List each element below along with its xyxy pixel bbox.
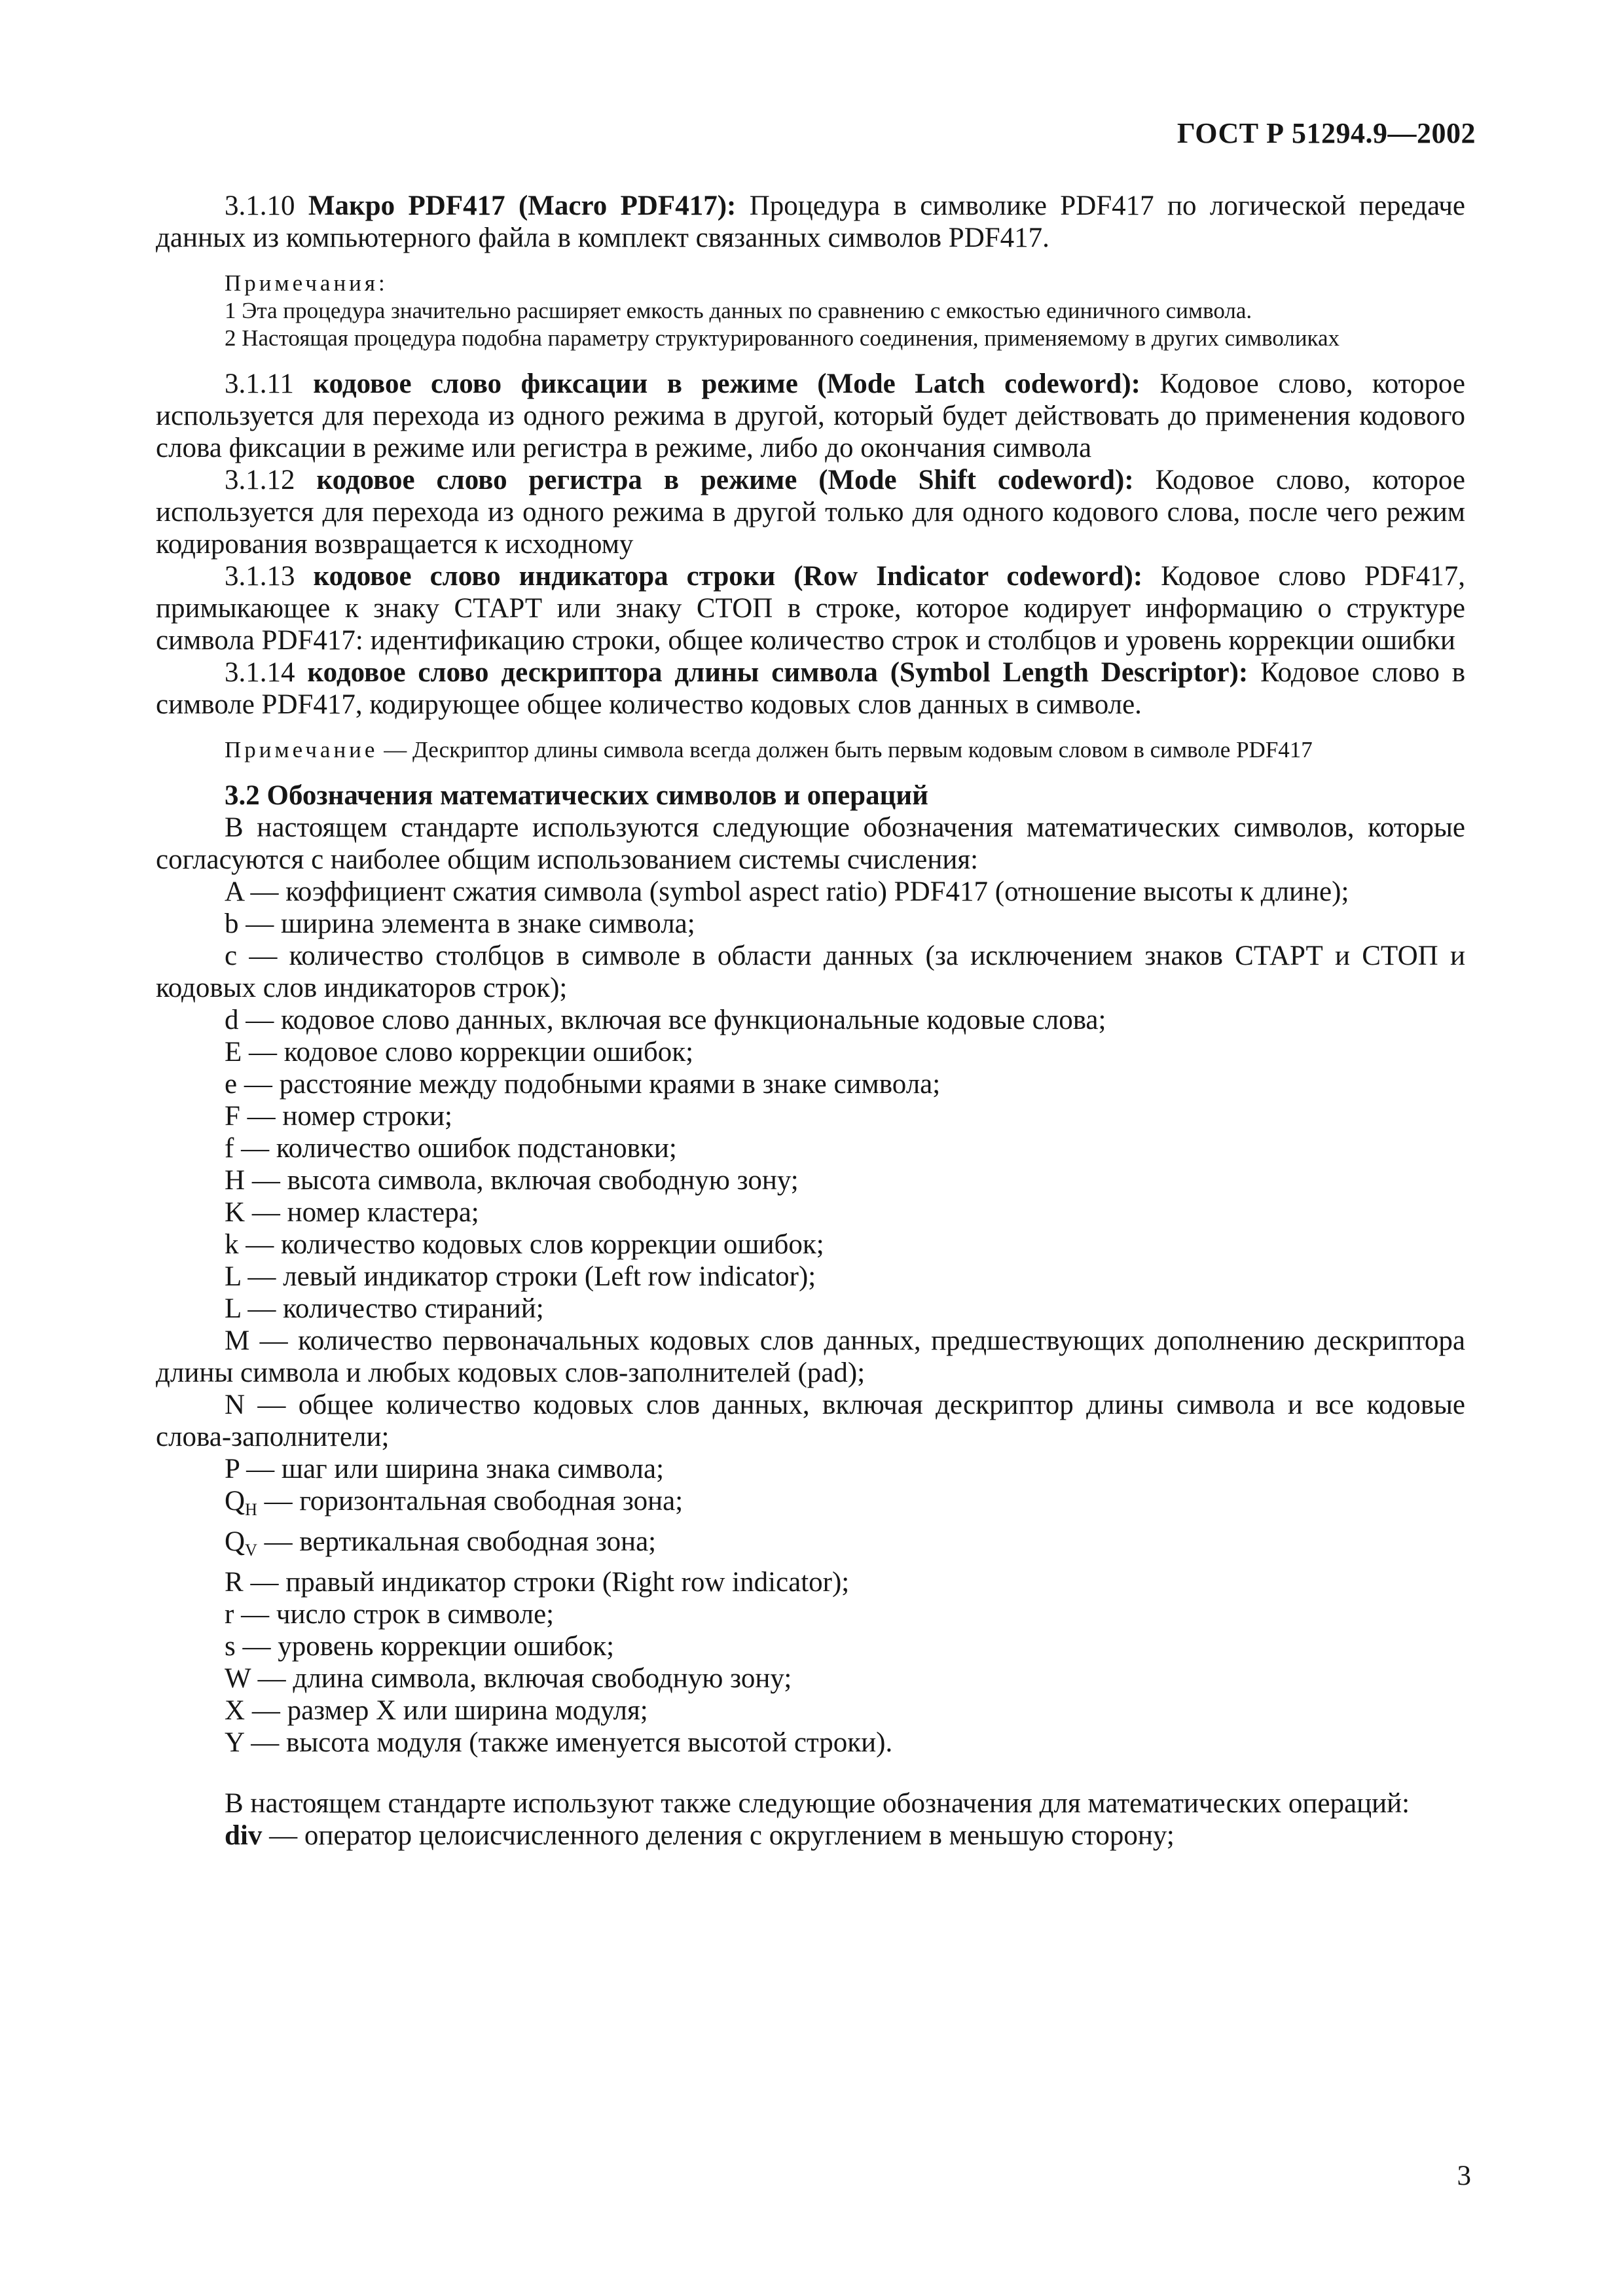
definition-number: 3.1.12 xyxy=(225,465,295,495)
symbol-definition xyxy=(156,1325,1465,1389)
symbol-description: — количество первоначальных кодовых слов данных, предшествующих дополнению дескриптора длины символа и любых кодовых слов-заполнителей (pad); xyxy=(156,1325,1465,1388)
symbol-definition xyxy=(156,1453,1465,1485)
symbol-description: — количество стираний; xyxy=(247,1293,544,1324)
symbol-description: — число строк в символе; xyxy=(241,1599,555,1630)
symbol-letter: N xyxy=(225,1390,246,1420)
symbol-definition xyxy=(156,1004,1465,1036)
symbol-definition xyxy=(156,1598,1465,1630)
symbol-description: — кодовое слово данных, включая все функциональные кодовые слова; xyxy=(246,1005,1106,1035)
note-item-1: 1 Эта процедура значительно расширяет емкость данных по сравнению с емкостью единичного символа. xyxy=(225,298,1252,323)
symbol-letter: E xyxy=(225,1037,242,1067)
section-intro: В настоящем стандарте используются следующие обозначения математических символов, которые согласуются с наиболее общим использованием системы счисления: xyxy=(156,812,1465,875)
symbol-letter: L xyxy=(225,1261,241,1292)
operations-intro: В настоящем стандарте используют также следующие обозначения для математических операций: xyxy=(225,1788,1410,1819)
symbol-list xyxy=(156,876,1465,1759)
definition-text: Кодовое слово в символе PDF417, кодирующее общее количество кодовых слов данных в символе. xyxy=(156,657,1466,720)
note-label: Примечание xyxy=(225,737,378,762)
symbol-description: — расстояние между подобными краями в знаке символа; xyxy=(244,1069,941,1100)
symbol-definition xyxy=(156,1727,1465,1759)
symbol-definition xyxy=(156,1229,1465,1261)
symbol-letter: f xyxy=(225,1133,234,1164)
symbol-subscript: V xyxy=(245,1541,257,1560)
symbol-description: — размер X или ширина модуля; xyxy=(251,1695,648,1726)
definition-text: Кодовое слово, которое используется для перехода из одного режима в другой только для одного кодового слова, после чего режим кодирования возвращается к исходному xyxy=(156,465,1466,560)
symbol-definition xyxy=(156,1068,1465,1100)
symbol-description: — вертикальная свободная зона; xyxy=(264,1526,657,1557)
symbol-definition xyxy=(156,1526,1465,1566)
symbol-letter: F xyxy=(225,1101,240,1132)
symbol-definition xyxy=(156,1132,1465,1164)
definition-number: 3.1.10 xyxy=(225,190,295,221)
symbol-definition xyxy=(156,1164,1465,1196)
document-body xyxy=(156,190,1465,1852)
note-item-2: 2 Настоящая процедура подобна параметру структурированного соединения, применяемому в других символиках xyxy=(225,325,1340,351)
definition-term: кодовое слово индикатора строки (Row Indicator codeword): xyxy=(313,561,1143,592)
symbol-description: — левый индикатор строки (Left row indicator); xyxy=(247,1261,816,1292)
symbol-subscript: H xyxy=(245,1500,257,1519)
definition-number: 3.1.14 xyxy=(225,657,295,688)
symbol-definition xyxy=(156,940,1465,1004)
symbol-description: — коэффициент сжатия символа (symbol aspect ratio) PDF417 (отношение высоты к длине); xyxy=(250,876,1349,907)
definition-term: кодовое слово дескриптора длины символа (Symbol Length Descriptor): xyxy=(307,657,1249,688)
symbol-description: — горизонтальная свободная зона; xyxy=(264,1486,684,1516)
note-text: — Дескриптор длины символа всегда должен быть первым кодовым словом в символе PDF417 xyxy=(384,737,1313,762)
definition-text: Кодовое слово PDF417, примыкающее к знаку СТАРТ или знаку СТОП в строке, которое кодирует информацию о структуре символа PDF417: идентификацию строки, общее количество строк и столбцов и уровень коррекции ошибки xyxy=(156,561,1466,656)
symbol-description: — общее количество кодовых слов данных, включая дескриптор длины символа и все кодовые слова-заполнители; xyxy=(156,1390,1465,1452)
symbol-definition xyxy=(156,1695,1465,1727)
symbol-description: — количество ошибок подстановки; xyxy=(241,1133,677,1164)
symbol-letter: K xyxy=(225,1197,246,1228)
symbol-letter: c xyxy=(225,941,238,971)
operation-desc: — оператор целоисчисленного деления с округлением в меньшую сторону; xyxy=(269,1820,1175,1851)
definition-3-1-11 xyxy=(156,368,1465,464)
definition-text: Кодовое слово, которое используется для перехода из одного режима в другой, который будет действовать до применения кодового слова фиксации в режиме или регистра в режиме, либо до окончания символа xyxy=(156,368,1466,463)
page-number: 3 xyxy=(1457,2161,1471,2191)
symbol-description: — количество кодовых слов коррекции ошибок; xyxy=(246,1229,824,1260)
symbol-description: — количество столбцов в символе в области данных (за исключением знаков СТАРТ и СТОП и кодовых слов индикаторов строк); xyxy=(156,941,1465,1003)
symbol-description: — уровень коррекции ошибок; xyxy=(242,1631,615,1662)
symbol-letter: Y xyxy=(225,1727,244,1758)
symbol-description: — номер кластера; xyxy=(251,1197,479,1228)
definition-text: Процедура в символике PDF417 по логической передаче данных из компьютерного файла в комплект связанных символов PDF417. xyxy=(156,190,1466,253)
symbol-letter: M xyxy=(225,1325,250,1356)
symbol-definition xyxy=(156,1485,1465,1526)
symbol-letter: d xyxy=(225,1005,239,1035)
document-id-header: ГОСТ Р 51294.9—2002 xyxy=(1176,117,1476,149)
symbol-letter: k xyxy=(225,1229,239,1260)
symbol-description: — высота модуля (также именуется высотой строки). xyxy=(251,1727,893,1758)
symbol-description: — номер строки; xyxy=(247,1101,452,1132)
symbol-letter: e xyxy=(225,1069,238,1100)
symbol-definition xyxy=(156,908,1465,940)
symbol-definition xyxy=(156,1036,1465,1068)
notes-heading: Примечания: xyxy=(225,270,388,296)
definition-3-1-10 xyxy=(156,190,1465,254)
definition-term: кодовое слово регистра в режиме (Mode Shift codeword): xyxy=(316,465,1134,495)
symbol-definition xyxy=(156,1630,1465,1662)
definition-3-1-14 xyxy=(156,656,1465,721)
symbol-definition xyxy=(156,1662,1465,1695)
symbol-definition xyxy=(156,1261,1465,1293)
symbol-definition xyxy=(156,1293,1465,1325)
symbol-letter: s xyxy=(225,1631,236,1662)
symbol-letter: P xyxy=(225,1454,240,1484)
operation-symbol: div xyxy=(225,1820,263,1851)
symbol-letter: X xyxy=(225,1695,246,1726)
operation-item xyxy=(156,1820,1465,1852)
definition-term: кодовое слово фиксации в режиме (Mode Latch codeword): xyxy=(313,368,1140,399)
symbol-letter: L xyxy=(225,1293,241,1324)
symbol-letter: A xyxy=(225,876,244,907)
note-symbol-length xyxy=(156,736,1465,764)
symbol-letter: Q xyxy=(225,1486,246,1516)
section-title: 3.2 Обозначения математических символов и операций xyxy=(225,780,928,811)
symbol-description: — высота символа, включая свободную зону; xyxy=(251,1165,799,1196)
symbol-definition xyxy=(156,1100,1465,1132)
symbol-description: — кодовое слово коррекции ошибок; xyxy=(249,1037,694,1067)
definition-3-1-12 xyxy=(156,464,1465,560)
definition-term: Макро PDF417 (Macro PDF417): xyxy=(308,190,737,221)
symbol-definition xyxy=(156,876,1465,908)
symbol-description: — правый индикатор строки (Right row indicator); xyxy=(250,1567,850,1598)
symbol-letter: b xyxy=(225,908,239,939)
symbol-letter: Q xyxy=(225,1526,246,1557)
definition-number: 3.1.13 xyxy=(225,561,295,592)
symbol-letter: r xyxy=(225,1599,234,1630)
symbol-definition xyxy=(156,1389,1465,1453)
symbol-description: — длина символа, включая свободную зону; xyxy=(257,1663,792,1694)
symbol-letter: H xyxy=(225,1165,246,1196)
symbol-definition xyxy=(156,1566,1465,1598)
symbol-description: — ширина элемента в знаке символа; xyxy=(246,908,695,939)
definition-3-1-13 xyxy=(156,560,1465,656)
symbol-letter: W xyxy=(225,1663,251,1694)
symbol-definition xyxy=(156,1196,1465,1229)
symbol-letter: R xyxy=(225,1567,244,1598)
definition-number: 3.1.11 xyxy=(225,368,294,399)
symbol-description: — шаг или ширина знака символа; xyxy=(246,1454,665,1484)
